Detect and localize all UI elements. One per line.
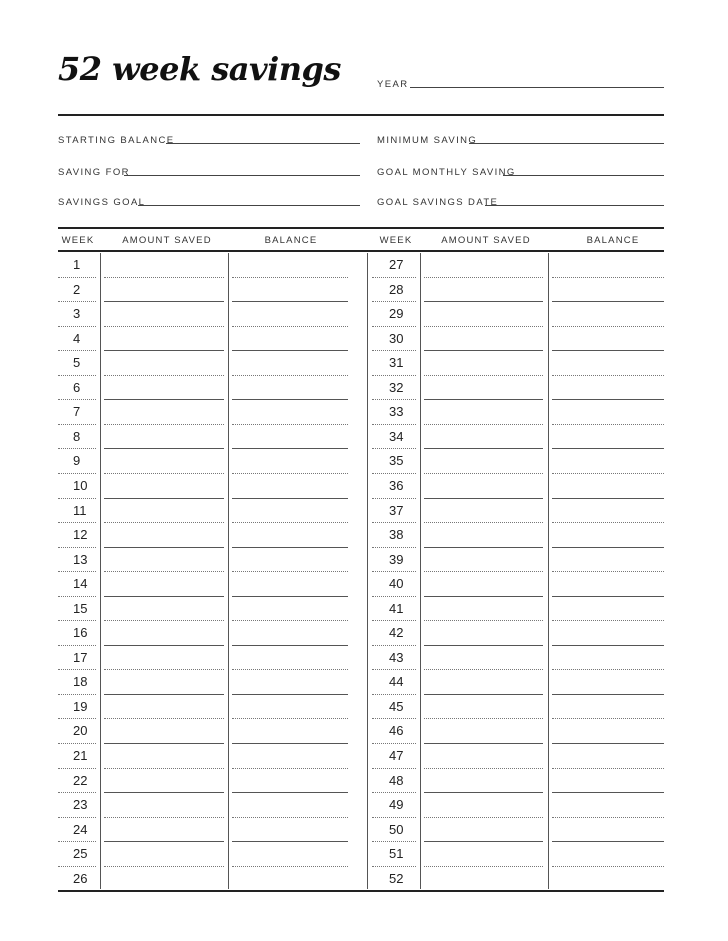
entry-line[interactable] — [552, 350, 664, 351]
entry-line[interactable] — [232, 841, 348, 842]
entry-line[interactable] — [372, 743, 416, 744]
entry-line[interactable] — [104, 424, 224, 425]
entry-line[interactable] — [552, 718, 664, 719]
entry-line[interactable] — [104, 669, 224, 670]
goal-savings-date-field[interactable] — [485, 205, 664, 206]
entry-line[interactable] — [552, 473, 664, 474]
entry-line[interactable] — [372, 669, 416, 670]
entry-line[interactable] — [104, 792, 224, 793]
week-number: 23 — [73, 797, 88, 813]
entry-line[interactable] — [58, 301, 96, 302]
entry-line[interactable] — [58, 277, 96, 278]
week-number: 9 — [73, 453, 81, 469]
week-number: 52 — [389, 870, 404, 886]
week-number: 17 — [73, 649, 88, 665]
balance-col-left-header: BALANCE — [264, 235, 318, 246]
entry-line[interactable] — [58, 350, 96, 351]
year-label: YEAR — [377, 79, 409, 90]
week-number: 25 — [73, 846, 88, 862]
week-number: 10 — [73, 477, 88, 493]
entry-line[interactable] — [552, 571, 664, 572]
entry-line[interactable] — [232, 620, 348, 621]
entry-line[interactable] — [424, 424, 543, 425]
entry-line[interactable] — [424, 350, 543, 351]
entry-line[interactable] — [552, 596, 664, 597]
entry-line[interactable] — [552, 522, 664, 523]
minimum-saving-field[interactable] — [469, 143, 664, 144]
entry-line[interactable] — [424, 375, 543, 376]
entry-line[interactable] — [58, 694, 96, 695]
entry-line[interactable] — [552, 326, 664, 327]
entry-line[interactable] — [58, 424, 96, 425]
column-divider — [228, 253, 229, 889]
table-bottom-rule — [58, 890, 664, 892]
entry-line[interactable] — [372, 817, 416, 818]
entry-line[interactable] — [104, 841, 224, 842]
week-number: 35 — [389, 453, 404, 469]
entry-line[interactable] — [58, 522, 96, 523]
entry-line[interactable] — [58, 792, 96, 793]
entry-line[interactable] — [424, 694, 543, 695]
entry-line[interactable] — [552, 375, 664, 376]
entry-line[interactable] — [58, 669, 96, 670]
entry-line[interactable] — [424, 768, 543, 769]
entry-line[interactable] — [372, 571, 416, 572]
entry-line[interactable] — [424, 817, 543, 818]
entry-line[interactable] — [104, 326, 224, 327]
entry-line[interactable] — [552, 498, 664, 499]
table-top-rule — [58, 227, 664, 229]
year-field[interactable] — [410, 87, 664, 88]
entry-line[interactable] — [424, 448, 543, 449]
entry-line[interactable] — [58, 571, 96, 572]
week-number: 50 — [389, 821, 404, 837]
entry-line[interactable] — [58, 399, 96, 400]
entry-line[interactable] — [232, 301, 348, 302]
goal-savings-date-label: GOAL SAVINGS DATE — [377, 197, 499, 208]
entry-line[interactable] — [372, 792, 416, 793]
entry-line[interactable] — [372, 301, 416, 302]
entry-line[interactable] — [372, 768, 416, 769]
entry-line[interactable] — [552, 547, 664, 548]
entry-line[interactable] — [104, 571, 224, 572]
entry-line[interactable] — [424, 547, 543, 548]
entry-line[interactable] — [104, 768, 224, 769]
starting-balance-field[interactable] — [166, 143, 360, 144]
entry-line[interactable] — [424, 277, 543, 278]
entry-line[interactable] — [58, 645, 96, 646]
entry-line[interactable] — [58, 817, 96, 818]
entry-line[interactable] — [372, 375, 416, 376]
week-number: 42 — [389, 625, 404, 641]
entry-line[interactable] — [552, 817, 664, 818]
entry-line[interactable] — [104, 399, 224, 400]
goal-monthly-saving-label: GOAL MONTHLY SAVING — [377, 167, 516, 178]
entry-line[interactable] — [372, 399, 416, 400]
week-col-right-header: WEEK — [379, 235, 413, 246]
entry-line[interactable] — [424, 326, 543, 327]
week-number: 26 — [73, 870, 88, 886]
entry-line[interactable] — [552, 768, 664, 769]
entry-line[interactable] — [424, 866, 543, 867]
saving-for-label: SAVING FOR — [58, 167, 130, 178]
entry-line[interactable] — [58, 841, 96, 842]
entry-line[interactable] — [552, 620, 664, 621]
week-number: 12 — [73, 527, 88, 543]
entry-line[interactable] — [424, 718, 543, 719]
week-number: 36 — [389, 477, 404, 493]
week-number: 24 — [73, 821, 88, 837]
entry-line[interactable] — [232, 473, 348, 474]
entry-line[interactable] — [232, 694, 348, 695]
amount-saved-col-right-header: AMOUNT SAVED — [441, 235, 531, 246]
entry-line[interactable] — [232, 375, 348, 376]
week-number: 8 — [73, 428, 81, 444]
entry-line[interactable] — [552, 277, 664, 278]
page-title: 52 week savings — [58, 50, 341, 88]
entry-line[interactable] — [232, 399, 348, 400]
amount-saved-col-left-header: AMOUNT SAVED — [122, 235, 212, 246]
week-number: 28 — [389, 281, 404, 297]
entry-line[interactable] — [58, 473, 96, 474]
entry-line[interactable] — [104, 277, 224, 278]
week-number: 34 — [389, 428, 404, 444]
entry-line[interactable] — [58, 448, 96, 449]
week-number: 5 — [73, 355, 81, 371]
week-number: 37 — [389, 502, 404, 518]
entry-line[interactable] — [424, 399, 543, 400]
entry-line[interactable] — [552, 301, 664, 302]
entry-line[interactable] — [424, 841, 543, 842]
entry-line[interactable] — [424, 571, 543, 572]
week-number: 3 — [73, 306, 81, 322]
starting-balance-label: STARTING BALANCE — [58, 135, 175, 146]
entry-line[interactable] — [372, 645, 416, 646]
week-number: 15 — [73, 600, 88, 616]
entry-line[interactable] — [372, 350, 416, 351]
entry-line[interactable] — [58, 718, 96, 719]
entry-line[interactable] — [232, 768, 348, 769]
week-number: 40 — [389, 576, 404, 592]
entry-line[interactable] — [58, 498, 96, 499]
header-divider — [58, 114, 664, 116]
entry-line[interactable] — [372, 841, 416, 842]
entry-line[interactable] — [372, 620, 416, 621]
entry-line[interactable] — [104, 645, 224, 646]
entry-line[interactable] — [104, 522, 224, 523]
entry-line[interactable] — [372, 694, 416, 695]
column-divider — [367, 253, 368, 889]
entry-line[interactable] — [552, 743, 664, 744]
entry-line[interactable] — [232, 743, 348, 744]
week-col-left-header: WEEK — [61, 235, 95, 246]
entry-line[interactable] — [58, 547, 96, 548]
week-number: 1 — [73, 257, 81, 272]
savings-goal-label: SAVINGS GOAL — [58, 197, 146, 208]
week-number: 46 — [389, 723, 404, 739]
entry-line[interactable] — [232, 498, 348, 499]
minimum-saving-label: MINIMUM SAVING — [377, 135, 478, 146]
entry-line[interactable] — [424, 596, 543, 597]
entry-line[interactable] — [232, 817, 348, 818]
entry-line[interactable] — [104, 866, 224, 867]
entry-line[interactable] — [424, 498, 543, 499]
column-divider — [420, 253, 421, 889]
week-number: 21 — [73, 748, 88, 763]
entry-line[interactable] — [232, 645, 348, 646]
entry-line[interactable] — [58, 326, 96, 327]
entry-line[interactable] — [552, 866, 664, 867]
entry-line[interactable] — [104, 547, 224, 548]
entry-line[interactable] — [104, 473, 224, 474]
week-number: 6 — [73, 379, 81, 395]
entry-line[interactable] — [104, 301, 224, 302]
entry-line[interactable] — [232, 448, 348, 449]
entry-line[interactable] — [372, 866, 416, 867]
week-number: 51 — [389, 846, 404, 862]
entry-line[interactable] — [58, 620, 96, 621]
week-number: 43 — [389, 649, 404, 665]
week-number: 18 — [73, 674, 88, 690]
entry-line[interactable] — [104, 596, 224, 597]
week-number: 29 — [389, 306, 404, 322]
entry-line[interactable] — [104, 498, 224, 499]
week-number: 41 — [389, 600, 404, 616]
entry-line[interactable] — [424, 620, 543, 621]
week-number: 4 — [73, 330, 81, 346]
entry-line[interactable] — [552, 399, 664, 400]
week-number: 45 — [389, 698, 404, 714]
entry-line[interactable] — [232, 866, 348, 867]
entry-line[interactable] — [104, 448, 224, 449]
week-number: 47 — [389, 748, 404, 763]
entry-line[interactable] — [372, 498, 416, 499]
entry-line[interactable] — [232, 718, 348, 719]
week-number: 48 — [389, 772, 404, 788]
entry-line[interactable] — [104, 694, 224, 695]
week-number: 31 — [389, 355, 404, 371]
week-number: 39 — [389, 551, 404, 567]
entry-line[interactable] — [424, 473, 543, 474]
entry-line[interactable] — [372, 596, 416, 597]
entry-line[interactable] — [424, 301, 543, 302]
entry-line[interactable] — [58, 866, 96, 867]
entry-line[interactable] — [424, 522, 543, 523]
column-divider — [548, 253, 549, 889]
week-number: 33 — [389, 404, 404, 420]
savings-goal-field[interactable] — [138, 205, 360, 206]
entry-line[interactable] — [552, 645, 664, 646]
entry-line[interactable] — [232, 277, 348, 278]
entry-line[interactable] — [372, 547, 416, 548]
entry-line[interactable] — [232, 522, 348, 523]
column-divider — [100, 253, 101, 889]
saving-for-field[interactable] — [124, 175, 360, 176]
entry-line[interactable] — [232, 792, 348, 793]
entry-line[interactable] — [58, 596, 96, 597]
entry-line[interactable] — [372, 277, 416, 278]
entry-line[interactable] — [232, 424, 348, 425]
week-number: 19 — [73, 698, 88, 714]
week-number: 13 — [73, 551, 88, 567]
week-number: 30 — [389, 330, 404, 346]
entry-line[interactable] — [372, 448, 416, 449]
week-number: 32 — [389, 379, 404, 395]
entry-line[interactable] — [424, 743, 543, 744]
table-header-rule — [58, 250, 664, 252]
entry-line[interactable] — [424, 669, 543, 670]
entry-line[interactable] — [372, 473, 416, 474]
week-number: 49 — [389, 797, 404, 813]
week-number: 11 — [73, 502, 87, 518]
entry-line[interactable] — [372, 326, 416, 327]
entry-line[interactable] — [104, 817, 224, 818]
entry-line[interactable] — [232, 547, 348, 548]
week-number: 2 — [73, 281, 81, 297]
entry-line[interactable] — [104, 743, 224, 744]
week-number: 38 — [389, 527, 404, 543]
week-number: 14 — [73, 576, 88, 592]
entry-line[interactable] — [232, 571, 348, 572]
entry-line[interactable] — [232, 669, 348, 670]
entry-line[interactable] — [104, 375, 224, 376]
week-number: 22 — [73, 772, 88, 788]
entry-line[interactable] — [232, 350, 348, 351]
entry-line[interactable] — [58, 743, 96, 744]
week-number: 7 — [73, 404, 81, 420]
entry-line[interactable] — [424, 645, 543, 646]
balance-col-right-header: BALANCE — [586, 235, 640, 246]
entry-line[interactable] — [372, 522, 416, 523]
entry-line[interactable] — [552, 669, 664, 670]
entry-line[interactable] — [232, 596, 348, 597]
entry-line[interactable] — [552, 424, 664, 425]
week-number: 27 — [389, 257, 404, 272]
entry-line[interactable] — [372, 718, 416, 719]
entry-line[interactable] — [58, 375, 96, 376]
week-number: 20 — [73, 723, 88, 739]
entry-line[interactable] — [58, 768, 96, 769]
entry-line[interactable] — [424, 792, 543, 793]
entry-line[interactable] — [552, 448, 664, 449]
entry-line[interactable] — [372, 424, 416, 425]
entry-line[interactable] — [104, 620, 224, 621]
week-number: 16 — [73, 625, 88, 641]
entry-line[interactable] — [104, 350, 224, 351]
entry-line[interactable] — [232, 326, 348, 327]
week-number: 44 — [389, 674, 404, 690]
goal-monthly-saving-field[interactable] — [503, 175, 664, 176]
entry-line[interactable] — [552, 841, 664, 842]
entry-line[interactable] — [552, 792, 664, 793]
entry-line[interactable] — [552, 694, 664, 695]
entry-line[interactable] — [104, 718, 224, 719]
